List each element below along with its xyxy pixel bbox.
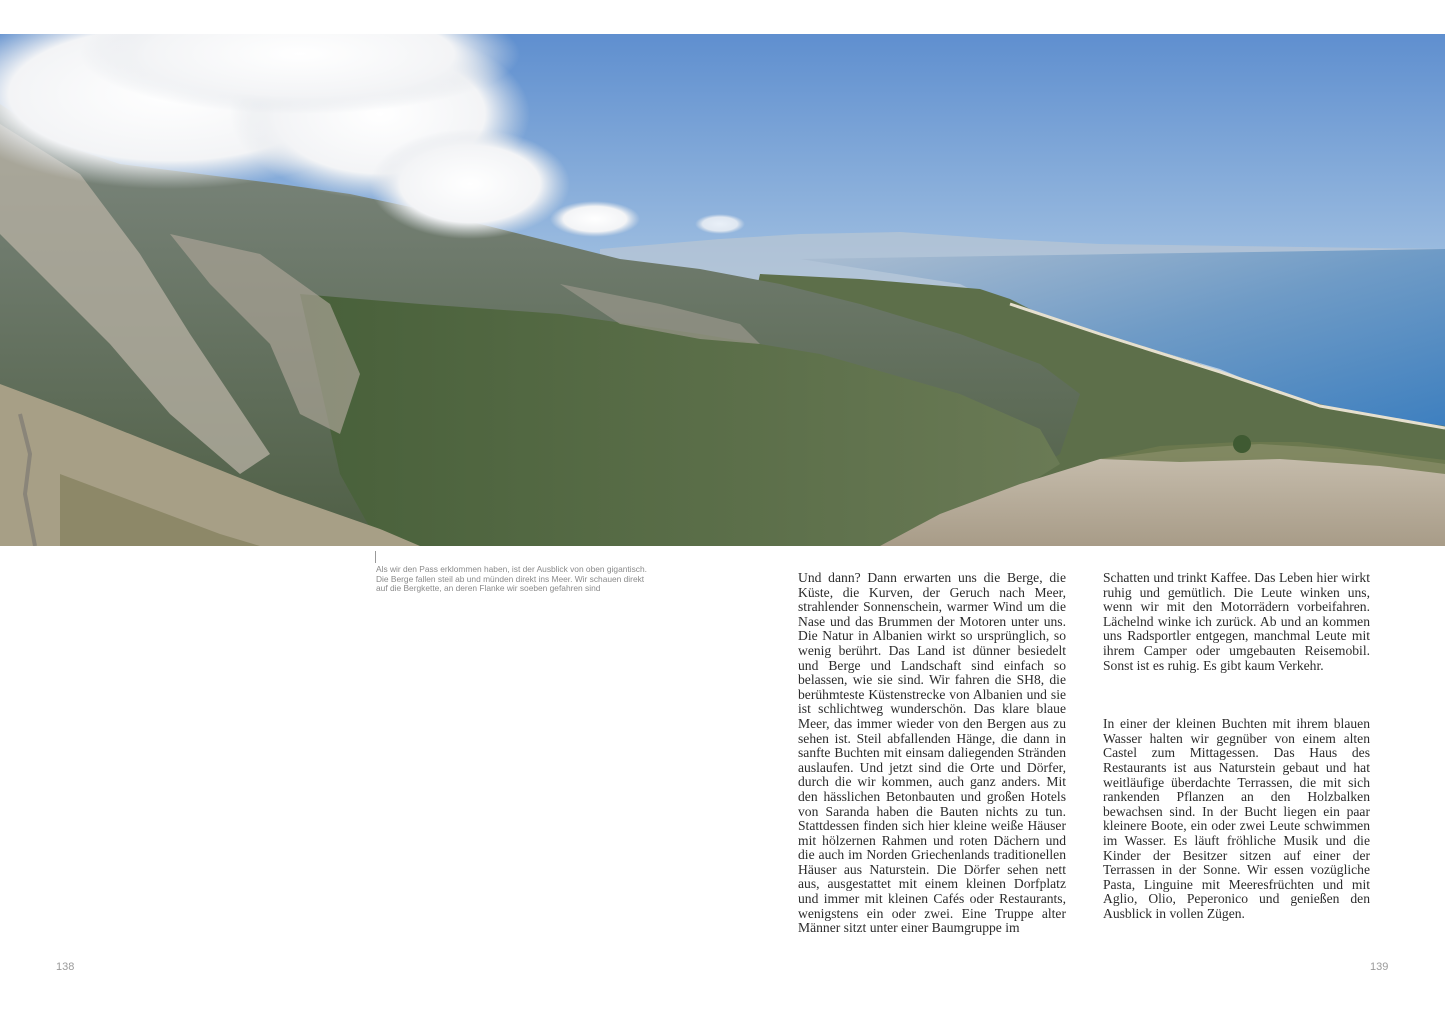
photo-caption: Als wir den Pass erklommen haben, ist der Ausblick von oben gigantisch. Die Berge fallen steil ab und münden direkt ins Meer. Wir schauen direkt auf die Bergkette, an deren Flanke wir soeben gefahren sind (376, 564, 647, 594)
caption-marker (375, 551, 376, 563)
landscape-photo (0, 34, 1445, 546)
page-number-right: 139 (1370, 961, 1389, 973)
body-paragraph: In einer der kleinen Buchten mit ihrem blauen Wasser halten wir gegnüber von einem alten Castel zum Mittagessen. Das Haus des Restaurants ist aus Naturstein gebaut und hat weitläufige überdachte Terrassen, die mit sich rankenden Pflanzen an den Holzbalken bewachsen sind. In der Bucht liegen ein paar kleinere Boote, ein oder zwei Leute schwimmen im Wasser. Es läuft fröhliche Musik und die Kinder der Besitzer sitzen auf einer der Terrassen in der Sonne. Wir essen vozügliche Pasta, Linguine mit Meeresfrüchten und mit Aglio, Olio, Peperonico und genießen den Ausblick in vollen Zügen. (1103, 716, 1370, 921)
page-number-left: 138 (56, 961, 75, 973)
body-paragraph: Und dann? Dann erwarten uns die Berge, die Küste, die Kurven, der Geruch nach Meer, strahlender Sonnenschein, warmer Wind um die Nase und das Brummen der Motoren unter uns. Die Natur in Albanien wirkt so ursprünglich, so wenig berührt. Das Land ist dünner besiedelt und Berge und Landschaft sind einfach so belassen, wie sie sind. Wir fahren die SH8, die berühmteste Küstenstrecke von Albanien und sie ist schlichtweg wunderschön. Das klare blaue Meer, das immer wieder von den Bergen aus zu sehen ist. Steil abfallenden Hänge, die dann in sanfte Buchten mit einsam daliegenden Stränden auslaufen. Und jetzt sind die Orte und Dörfer, durch die wir kommen, auch ganz anders. Mit den hässlichen Betonbauten und großen Hotels von Saranda haben die Bauten nichts zu tun. Stattdessen finden sich hier kleine weiße Häuser mit hölzernen Rahmen und roten Dächern und die auch im Norden Griechenlands traditionellen Häuser aus Naturstein. Die Dörfer sehen nett aus, ausgestattet mit einem kleinen Dorfplatz und immer mit kleinen Cafés oder Restaurants, wenigstens ein oder zwei. Eine Truppe alter Männer sitzt unter einer Baumgruppe im (798, 570, 1066, 936)
text-column-left (798, 571, 1066, 936)
text-column-right (1103, 571, 1370, 921)
body-paragraph: Schatten und trinkt Kaffee. Das Leben hier wirkt ruhig und gemütlich. Die Leute winken uns, wenn wir mit den Motorrädern vorbeifahren. Lächelnd winke ich zurück. Ab und an kommen uns Radsportler entgegen, manchmal Leute mit ihrem Camper oder umgebauten Reisemobil. Sonst ist es ruhig. Es gibt kaum Verkehr. (1103, 570, 1370, 673)
